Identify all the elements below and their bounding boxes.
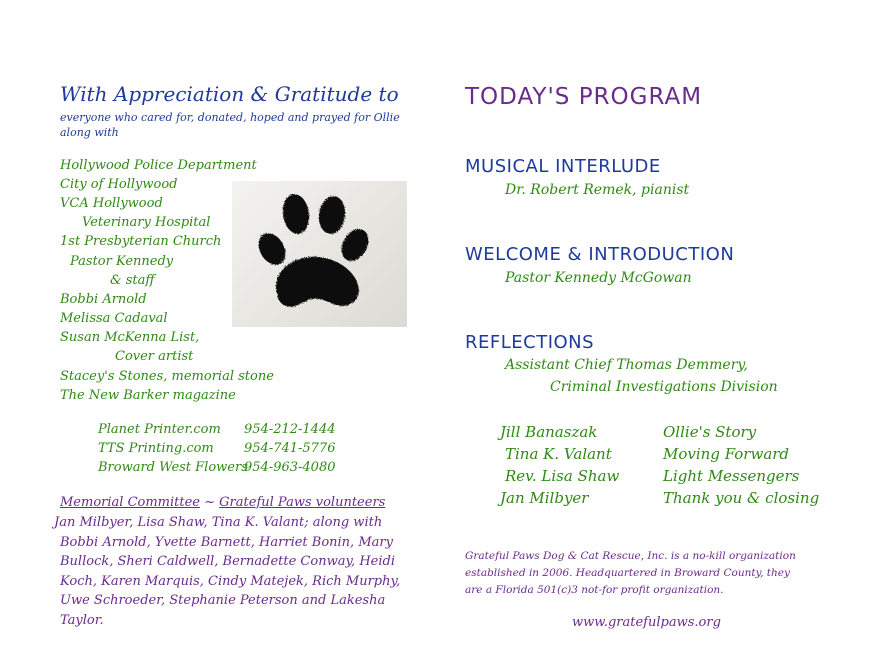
section-line: Criminal Investigations Division (550, 379, 778, 395)
thanks-item: The New Barker magazine (60, 388, 236, 403)
roster-part: Thank you & closing (663, 489, 820, 507)
thanks-item: Bobbi Arnold (60, 292, 147, 307)
committee-line: Bullock, Sheri Caldwell, Bernadette Conway, Heidi (60, 554, 395, 569)
committee-heading-a: Memorial Committee (60, 495, 200, 510)
appreciation-title: With Appreciation & Gratitude to (60, 82, 399, 106)
roster-part: Ollie's Story (663, 423, 757, 441)
paw-print-icon (232, 181, 407, 327)
vendor-name: Planet Printer.com (98, 422, 221, 437)
committee-heading-b: Grateful Paws volunteers (219, 495, 386, 510)
section-line: Dr. Robert Remek, pianist (505, 182, 690, 198)
section-line: Pastor Kennedy McGowan (505, 270, 692, 286)
website-link[interactable]: www.gratefulpaws.org (572, 615, 721, 630)
thanks-item: Stacey's Stones, memorial stone (60, 369, 274, 384)
program-title: TODAY'S PROGRAM (465, 84, 703, 110)
section-heading: WELCOME & INTRODUCTION (465, 244, 735, 265)
thanks-item: Veterinary Hospital (82, 215, 211, 230)
roster-name: Jan Milbyer (500, 489, 589, 507)
vendor-phone: 954-741-5776 (244, 441, 336, 456)
thanks-item: City of Hollywood (60, 177, 178, 192)
committee-sep: ~ (200, 495, 220, 510)
intro-line-2: along with (60, 126, 119, 139)
roster-part: Moving Forward (663, 445, 790, 463)
roster-name: Rev. Lisa Shaw (505, 467, 620, 485)
vendor-name: TTS Printing.com (98, 441, 214, 456)
thanks-item: VCA Hollywood (60, 196, 163, 211)
committee-line: Jan Milbyer, Lisa Shaw, Tina K. Valant; along with (54, 515, 383, 530)
vendor-phone: 954-963-4080 (244, 460, 336, 475)
roster-part: Light Messengers (663, 467, 800, 485)
thanks-item: 1st Presbyterian Church (60, 234, 222, 249)
vendor-name: Broward West Flowers (98, 460, 248, 475)
thanks-item: Cover artist (115, 349, 194, 364)
org-note-line: Grateful Paws Dog & Cat Rescue, Inc. is a no-kill organization (465, 550, 796, 562)
thanks-item: Hollywood Police Department (60, 158, 257, 173)
section-heading: MUSICAL INTERLUDE (465, 156, 661, 177)
org-note-line: are a Florida 501(c)3 not-for profit organization. (465, 584, 724, 596)
committee-line: Taylor. (60, 613, 104, 628)
section-line: Assistant Chief Thomas Demmery, (505, 357, 748, 373)
thanks-item: Pastor Kennedy (70, 254, 174, 269)
committee-line: Uwe Schroeder, Stephanie Peterson and Lakesha (60, 593, 386, 608)
thanks-item: Susan McKenna List, (60, 330, 200, 345)
vendor-phone: 954-212-1444 (244, 422, 336, 437)
committee-line: Koch, Karen Marquis, Cindy Matejek, Rich Murphy, (60, 574, 401, 589)
thanks-item: Melissa Cadaval (60, 311, 168, 326)
intro-line-1: everyone who cared for, donated, hoped and prayed for Ollie (60, 111, 400, 124)
roster-name: Jill Banaszak (500, 423, 598, 441)
paw-print-image (232, 181, 407, 327)
thanks-item: & staff (110, 273, 155, 288)
org-note-line: established in 2006. Headquartered in Broward County, they (465, 567, 790, 579)
committee-line: Bobbi Arnold, Yvette Barnett, Harriet Bonin, Mary (60, 535, 393, 550)
roster-name: Tina K. Valant (505, 445, 612, 463)
committee-heading (60, 493, 385, 513)
section-heading: REFLECTIONS (465, 332, 595, 353)
